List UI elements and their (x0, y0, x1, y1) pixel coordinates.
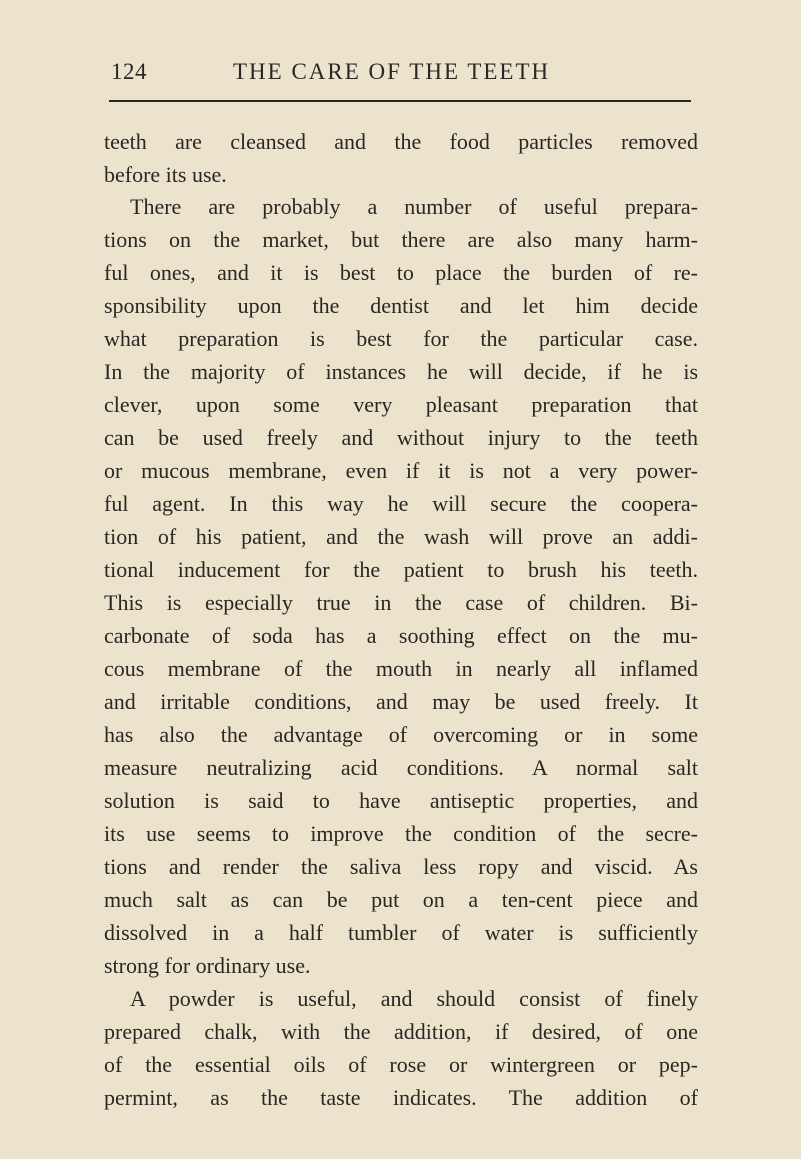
text-line: dissolved in a half tumbler of water is sufficiently (104, 920, 698, 945)
text-line: permint, as the taste indicates. The addition of (104, 1085, 698, 1110)
text-line: tions and render the saliva less ropy and viscid. As (104, 854, 698, 879)
text-line: and irritable conditions, and may be used freely. It (104, 689, 698, 714)
text-line: of the essential oils of rose or wintergreen or pep- (104, 1052, 698, 1077)
text-line: sponsibility upon the dentist and let him decide (104, 293, 698, 318)
text-line: clever, upon some very pleasant preparation that (104, 392, 698, 417)
text-line: strong for ordinary use. (104, 953, 311, 978)
text-line: has also the advantage of overcoming or in some (104, 722, 698, 747)
text-line: or mucous membrane, even if it is not a very power- (104, 458, 698, 483)
text-line: cous membrane of the mouth in nearly all inflamed (104, 656, 698, 681)
text-line: tional inducement for the patient to brush his teeth. (104, 557, 698, 582)
text-line: carbonate of soda has a soothing effect on the mu- (104, 623, 698, 648)
text-line: tion of his patient, and the wash will prove an addi- (104, 524, 698, 549)
text-line: tions on the market, but there are also many harm- (104, 227, 698, 252)
text-line: teeth are cleansed and the food particles removed (104, 129, 698, 154)
page-number: 124 (111, 59, 147, 84)
text-line: This is especially true in the case of children. Bi- (104, 590, 698, 615)
text-line: before its use. (104, 162, 227, 187)
text-line: prepared chalk, with the addition, if desired, of one (104, 1019, 698, 1044)
text-line: can be used freely and without injury to the teeth (104, 425, 698, 450)
text-line: There are probably a number of useful prepara- (130, 194, 698, 219)
text-line: In the majority of instances he will decide, if he is (104, 359, 698, 384)
text-line: much salt as can be put on a ten-cent piece and (104, 887, 698, 912)
text-line: ful ones, and it is best to place the burden of re- (104, 260, 698, 285)
text-line: measure neutralizing acid conditions. A normal salt (104, 755, 698, 780)
text-line: solution is said to have antiseptic properties, and (104, 788, 698, 813)
text-line: what preparation is best for the particular case. (104, 326, 698, 351)
text-line: A powder is useful, and should consist of finely (130, 986, 698, 1011)
header-rule (109, 100, 691, 102)
text-line: its use seems to improve the condition of the secre- (104, 821, 698, 846)
text-line: ful agent. In this way he will secure the coopera- (104, 491, 698, 516)
running-title: THE CARE OF THE TEETH (233, 59, 551, 84)
